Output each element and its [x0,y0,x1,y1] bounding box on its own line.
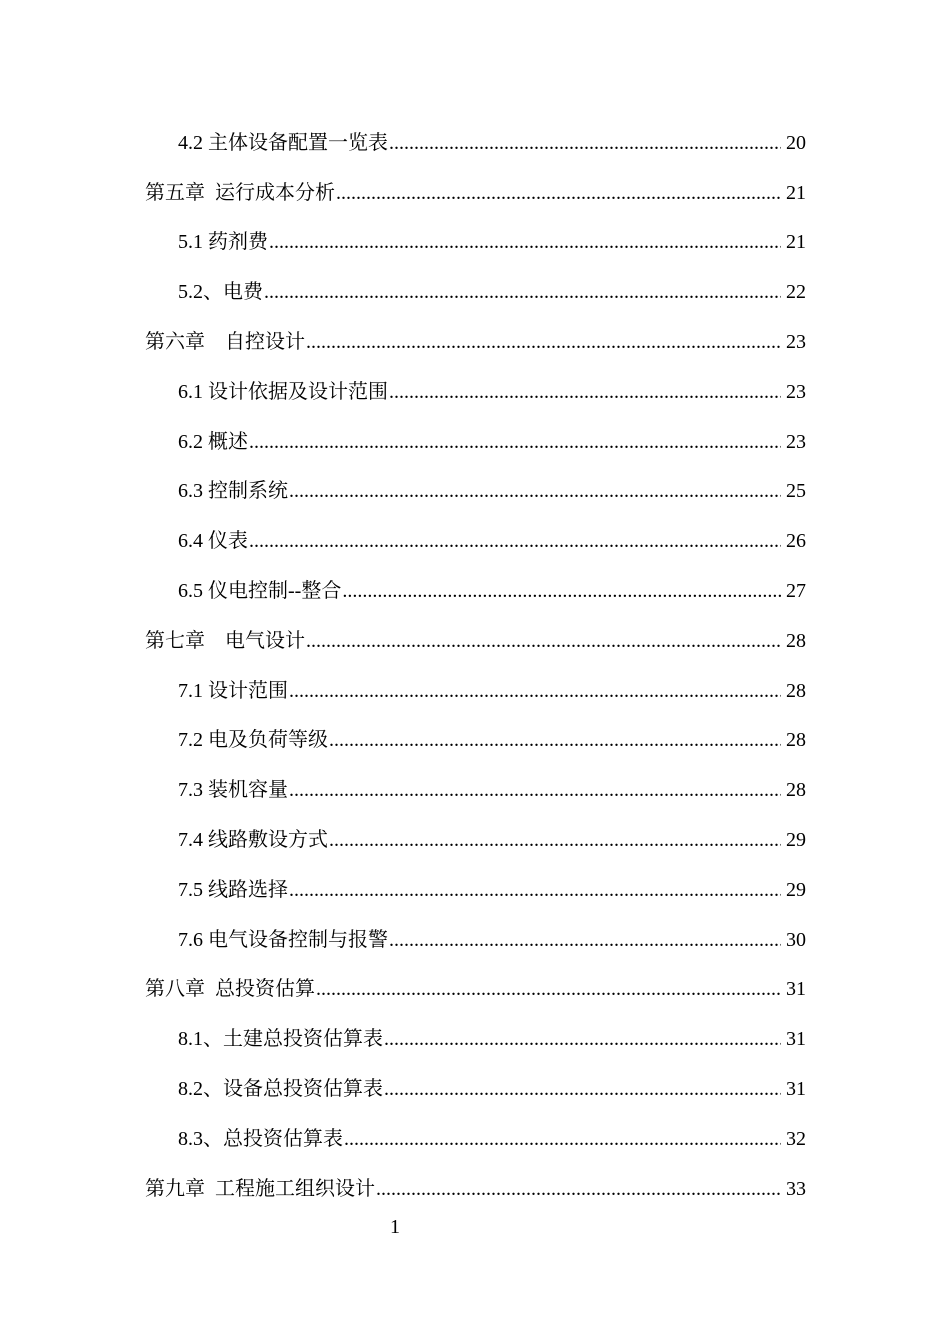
toc-entry-page-number: 28 [786,729,806,752]
toc-section-entry[interactable] [0,1114,950,1164]
toc-entry-title: 第七章 电气设计 [145,629,305,652]
toc-entry-page-number: 33 [786,1177,806,1200]
toc-section-entry[interactable] [0,417,950,467]
toc-dot-leader [384,1026,781,1052]
toc-entry-title: 7.6 电气设备控制与报警 [178,928,388,951]
toc-chapter-entry[interactable] [0,616,950,666]
toc-entry-title: 6.3 控制系统 [178,480,288,503]
toc-entry-page-number: 25 [786,480,806,503]
toc-dot-leader [384,1076,781,1102]
toc-entry-title: 第六章 自控设计 [145,331,305,354]
toc-section-entry[interactable] [0,467,950,517]
toc-section-entry[interactable] [0,367,950,417]
toc-section-entry[interactable] [0,267,950,317]
toc-entry-title: 8.2、设备总投资估算表 [178,1078,383,1101]
toc-entry-page-number: 22 [786,281,806,304]
toc-entry-title: 第八章 总投资估算 [145,978,315,1001]
toc-entry-page-number: 21 [786,181,806,204]
toc-entry-page-number: 31 [786,978,806,1001]
toc-entry-page-number: 23 [786,430,806,453]
toc-entry-title: 7.2 电及负荷等级 [178,729,328,752]
toc-dot-leader [306,628,781,654]
toc-entry-title: 7.5 线路选择 [178,878,288,901]
toc-section-entry[interactable] [0,915,950,965]
toc-section-entry[interactable] [0,765,950,815]
toc-dot-leader [389,379,781,405]
toc-entry-title: 6.2 概述 [178,430,248,453]
toc-dot-leader [289,478,781,504]
toc-entry-page-number: 32 [786,1127,806,1150]
toc-dot-leader [249,429,781,455]
toc-dot-leader [376,1176,781,1202]
toc-section-entry[interactable] [0,666,950,716]
toc-entry-title: 第九章 工程施工组织设计 [145,1177,375,1200]
toc-chapter-entry[interactable] [0,1164,950,1214]
toc-chapter-entry[interactable] [0,317,950,367]
toc-section-entry[interactable] [0,815,950,865]
toc-section-entry[interactable] [0,865,950,915]
toc-section-entry[interactable] [0,1014,950,1064]
toc-entry-page-number: 20 [786,131,806,154]
toc-dot-leader [344,1126,781,1152]
toc-section-entry[interactable] [0,566,950,616]
page-number: 1 [390,1216,400,1238]
toc-section-entry[interactable] [0,716,950,766]
toc-entry-page-number: 28 [786,629,806,652]
toc-entry-title: 6.4 仪表 [178,530,248,553]
toc-dot-leader [289,678,781,704]
toc-entry-page-number: 31 [786,1028,806,1051]
toc-dot-leader [316,976,781,1002]
toc-chapter-entry[interactable] [0,168,950,218]
toc-section-entry[interactable] [0,118,950,168]
toc-entry-title: 6.5 仪电控制--整合 [178,580,342,603]
toc-dot-leader [342,578,781,604]
toc-entry-page-number: 23 [786,331,806,354]
toc-entry-title: 8.1、土建总投资估算表 [178,1028,383,1051]
toc-dot-leader [329,727,781,753]
toc-entry-title: 8.3、总投资估算表 [178,1127,343,1150]
toc-dot-leader [306,329,781,355]
toc-entry-title: 5.1 药剂费 [178,231,268,254]
toc-entry-page-number: 29 [786,829,806,852]
toc-entry-title: 7.3 装机容量 [178,779,288,802]
toc-dot-leader [389,927,781,953]
toc-entry-page-number: 28 [786,779,806,802]
toc-entry-page-number: 26 [786,530,806,553]
toc-dot-leader [264,279,781,305]
toc-entry-page-number: 28 [786,679,806,702]
toc-dot-leader [289,777,781,803]
toc-dot-leader [269,229,781,255]
toc-dot-leader [329,827,781,853]
toc-section-entry[interactable] [0,218,950,268]
toc-entry-title: 6.1 设计依据及设计范围 [178,380,388,403]
toc-entry-page-number: 23 [786,380,806,403]
table-of-contents [0,118,950,1214]
toc-entry-title: 7.1 设计范围 [178,679,288,702]
toc-section-entry[interactable] [0,516,950,566]
toc-section-entry[interactable] [0,1064,950,1114]
toc-dot-leader [249,528,781,554]
toc-dot-leader [289,877,781,903]
toc-dot-leader [336,180,781,206]
toc-chapter-entry[interactable] [0,965,950,1015]
toc-entry-title: 4.2 主体设备配置一览表 [178,131,388,154]
toc-dot-leader [389,130,781,156]
toc-entry-page-number: 21 [786,231,806,254]
toc-entry-page-number: 29 [786,878,806,901]
toc-entry-page-number: 31 [786,1078,806,1101]
toc-entry-title: 5.2、电费 [178,281,263,304]
toc-entry-title: 7.4 线路敷设方式 [178,829,328,852]
toc-entry-title: 第五章 运行成本分析 [145,181,335,204]
toc-entry-page-number: 27 [786,580,806,603]
toc-entry-page-number: 30 [786,928,806,951]
